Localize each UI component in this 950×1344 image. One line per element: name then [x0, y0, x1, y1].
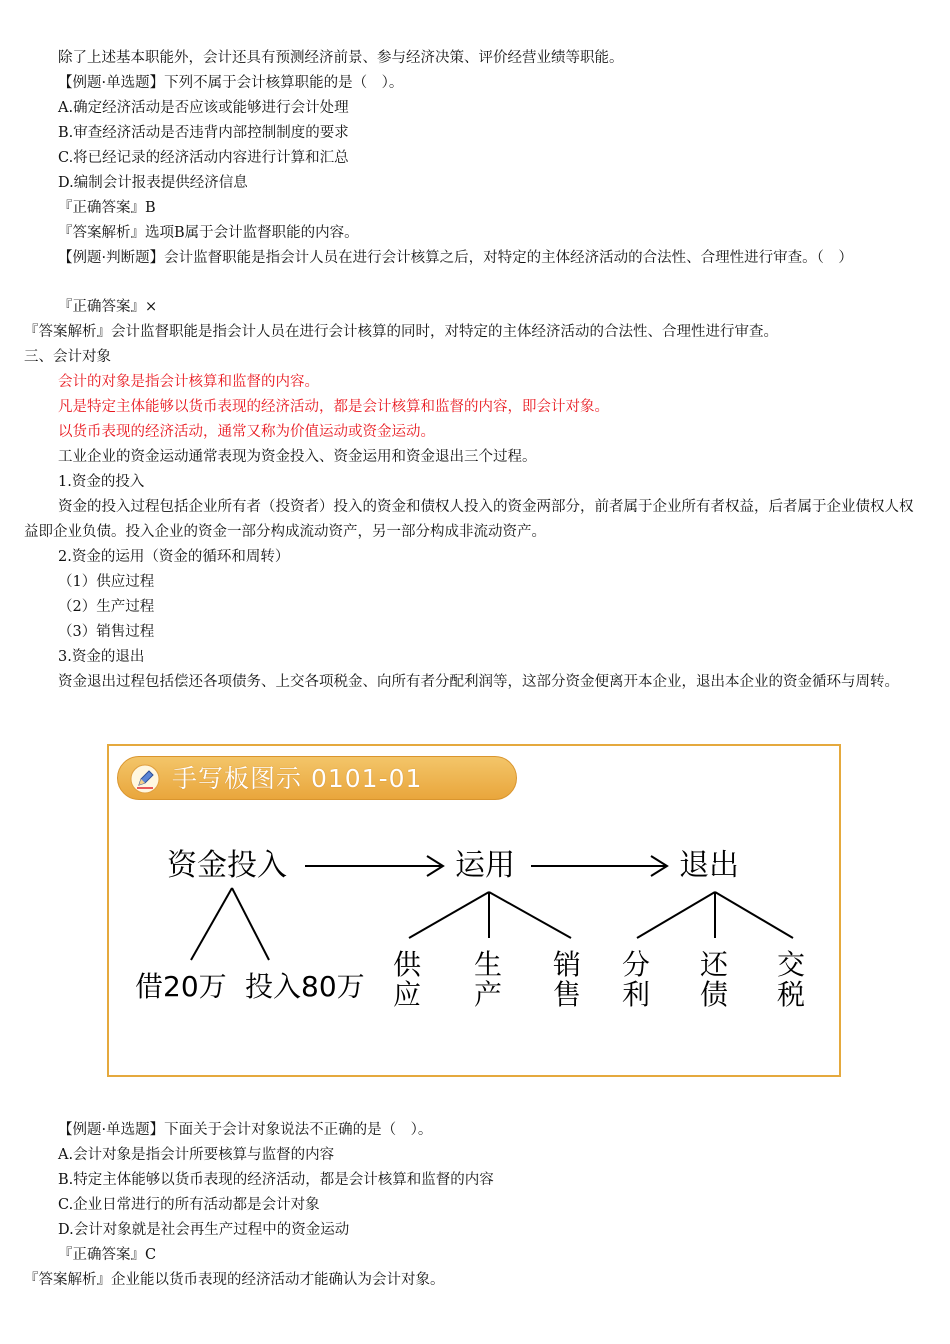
section-heading-accounting-object: 三、会计对象 [24, 349, 111, 365]
list-item-production: （2）生产过程 [58, 599, 155, 615]
question-1-option-c: C.将已经记录的经济活动内容进行计算和汇总 [58, 150, 349, 166]
question-1-option-b: B.审查经济活动是否违背内部控制制度的要求 [58, 125, 349, 141]
leaf-borrow: 借20万 [135, 970, 227, 1003]
node-fund-use: 运用 [455, 848, 515, 883]
leaf-sales: 销售 [553, 948, 582, 1011]
handwriting-board-figure [107, 744, 841, 1077]
question-3-option-a: A.会计对象是指会计所要核算与监督的内容 [58, 1147, 335, 1163]
question-3-option-d: D.会计对象就是社会再生产过程中的资金运动 [58, 1222, 350, 1238]
question-1-option-a: A.确定经济活动是否应该或能够进行会计处理 [58, 100, 349, 116]
question-1-analysis: 『答案解析』选项B属于会计监督职能的内容。 [58, 225, 359, 241]
question-3-title: 【例题·单选题】下面关于会计对象说法不正确的是（ ）。 [58, 1122, 433, 1138]
highlight-value-movement: 以货币表现的经济活动，通常又称为价值运动或资金运动。 [58, 424, 435, 440]
diagram-lines [109, 746, 843, 1079]
paragraph-fund-exit: 资金退出过程包括偿还各项债务、上交各项税金、向所有者分配利润等，这部分资金便离开本企业，退出本企业的资金循环与周转。 [58, 674, 899, 690]
question-2-answer: 『正确答案』× [58, 299, 158, 315]
highlight-definition: 会计的对象是指会计核算和监督的内容。 [58, 374, 319, 390]
subheading-fund-exit: 3.资金的退出 [58, 649, 145, 665]
leaf-production: 生产 [474, 948, 503, 1011]
question-1-option-d: D.编制会计报表提供经济信息 [58, 175, 248, 191]
question-3-option-c: C.企业日常进行的所有活动都是会计对象 [58, 1197, 320, 1213]
node-fund-input: 资金投入 [167, 848, 287, 883]
leaf-distribute-profit: 分利 [622, 948, 651, 1011]
subheading-fund-input: 1.资金的投入 [58, 474, 145, 490]
question-2-title: 【例题·判断题】会计监督职能是指会计人员在进行会计核算之后，对特定的主体经济活动的合法性、合理性进行审查。（ ） [58, 250, 853, 266]
question-1-title: 【例题·单选题】下列不属于会计核算职能的是（ ）。 [58, 75, 404, 91]
list-item-supply: （1）供应过程 [58, 574, 155, 590]
question-3-option-b: B.特定主体能够以货币表现的经济活动，都是会计核算和监督的内容 [58, 1172, 494, 1188]
subheading-fund-use: 2.资金的运用（资金的循环和周转） [58, 549, 290, 565]
question-3-answer: 『正确答案』C [58, 1247, 157, 1263]
question-2-analysis: 『答案解析』会计监督职能是指会计人员在进行会计核算的同时，对特定的主体经济活动的合法性、合理性进行审查。 [24, 324, 778, 340]
list-item-sales: （3）销售过程 [58, 624, 155, 640]
question-3-analysis: 『答案解析』企业能以货币表现的经济活动才能确认为会计对象。 [24, 1272, 445, 1288]
paragraph-fund-movement: 工业企业的资金运动通常表现为资金投入、资金运用和资金退出三个过程。 [58, 449, 537, 465]
leaf-supply: 供应 [393, 948, 422, 1011]
board-title: 手写板图示 0101-01 [172, 764, 423, 793]
document-body-lower [24, 1118, 914, 1293]
leaf-repay-debt: 还债 [700, 948, 729, 1011]
blank-line [24, 271, 914, 295]
leaf-pay-tax: 交税 [777, 948, 806, 1011]
paragraph-fund-input: 资金的投入过程包括企业所有者（投资者）投入的资金和债权人投入的资金两部分，前者属于企业所有者权益，后者属于企业债权人权益即企业负债。投入企业的资金一部分构成流动资产，另一部分构成非流动资产。 [24, 499, 914, 540]
question-1-answer: 『正确答案』B [58, 200, 156, 216]
node-fund-exit: 退出 [679, 848, 739, 883]
document-body [24, 46, 914, 695]
leaf-owner-input: 投入80万 [245, 970, 365, 1003]
paragraph-other-functions: 除了上述基本职能外，会计还具有预测经济前景、参与经济决策、评价经营业绩等职能。 [58, 50, 624, 66]
highlight-scope: 凡是特定主体能够以货币表现的经济活动，都是会计核算和监督的内容，即会计对象。 [58, 399, 609, 415]
